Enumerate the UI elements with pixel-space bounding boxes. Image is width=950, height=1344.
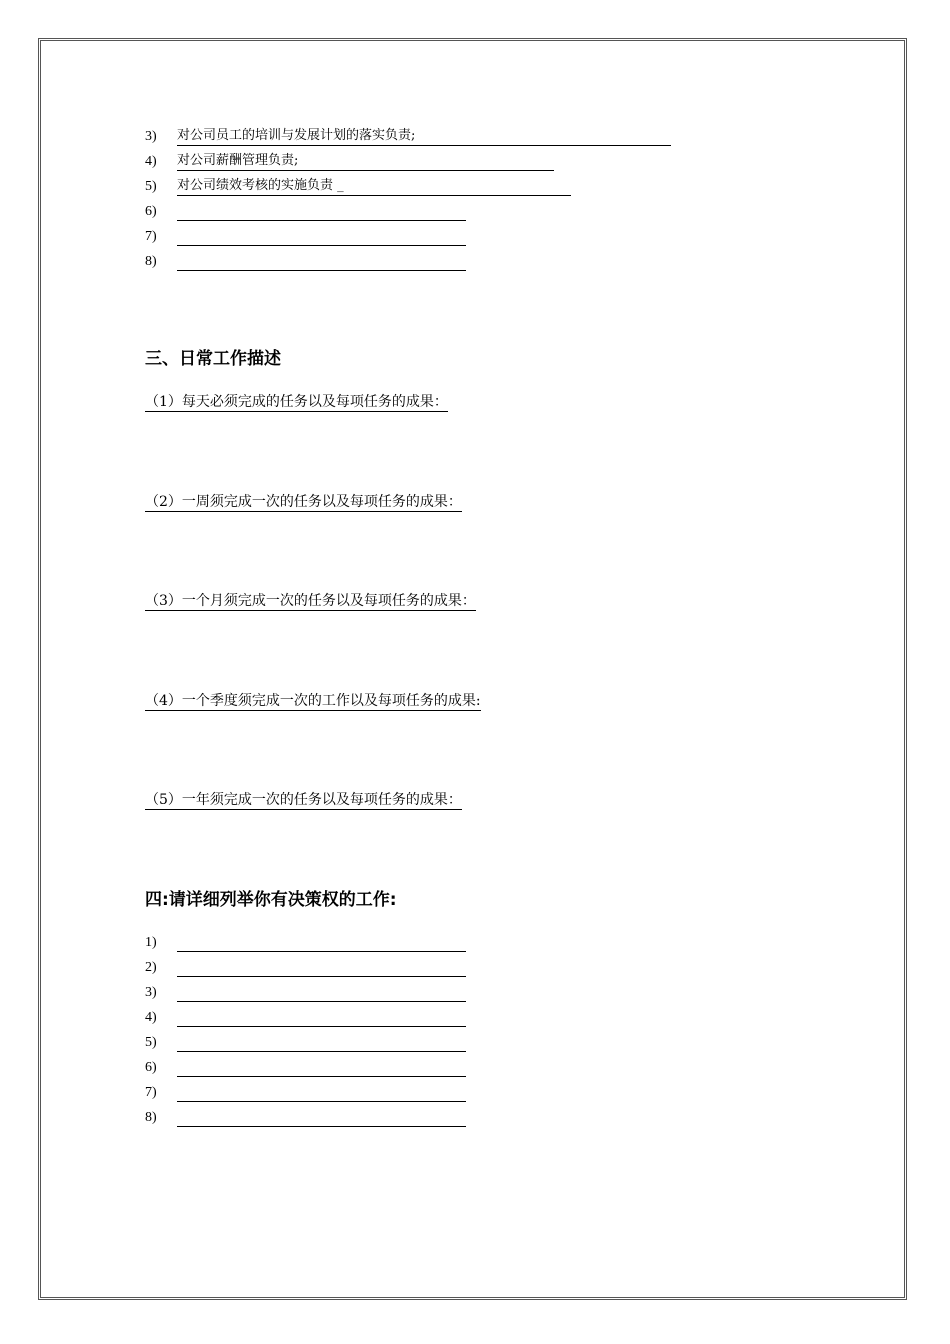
decision-blank-line[interactable] — [177, 1058, 466, 1077]
decision-item — [145, 1033, 745, 1053]
duty-number: 8) — [145, 254, 157, 269]
decision-number: 5) — [145, 1035, 157, 1050]
decision-blank-line[interactable] — [177, 1083, 466, 1102]
weekly-task-prompt: （2）一周须完成一次的任务以及每项任务的成果： — [145, 494, 462, 510]
decision-blank-line[interactable] — [177, 1008, 466, 1027]
duty-item-3 — [145, 127, 745, 147]
decision-blank-line[interactable] — [177, 1108, 466, 1127]
decision-number: 7) — [145, 1085, 157, 1100]
duty-number: 7) — [145, 229, 157, 244]
section-4-title: 四:请详细列举你有决策权的工作: — [145, 890, 397, 910]
duty-text[interactable]: 对公司绩效考核的实施负责 _ — [177, 177, 571, 196]
daily-task-prompt: （1）每天必须完成的任务以及每项任务的成果： — [145, 394, 448, 410]
decision-blank-line[interactable] — [177, 958, 466, 977]
decision-number: 1) — [145, 935, 157, 950]
decision-item — [145, 983, 745, 1003]
duty-number: 4) — [145, 154, 157, 169]
decision-item — [145, 1083, 745, 1103]
decision-number: 4) — [145, 1010, 157, 1025]
decision-item — [145, 1108, 745, 1128]
decision-item — [145, 1058, 745, 1078]
duty-blank-line[interactable] — [177, 202, 466, 221]
duty-item-5 — [145, 177, 745, 197]
decision-number: 6) — [145, 1060, 157, 1075]
decision-number: 2) — [145, 960, 157, 975]
decision-blank-line[interactable] — [177, 983, 466, 1002]
decision-blank-line[interactable] — [177, 933, 466, 952]
duty-text[interactable]: 对公司员工的培训与发展计划的落实负责; — [177, 127, 671, 146]
quarterly-task-prompt: （4）一个季度须完成一次的工作以及每项任务的成果: — [145, 693, 481, 709]
decision-item — [145, 933, 745, 953]
duty-item-8 — [145, 252, 745, 272]
decision-item — [145, 958, 745, 978]
duty-number: 6) — [145, 204, 157, 219]
decision-number: 8) — [145, 1110, 157, 1125]
decision-item — [145, 1008, 745, 1028]
duty-number: 5) — [145, 179, 157, 194]
duty-blank-line[interactable] — [177, 227, 466, 246]
duty-number: 3) — [145, 129, 157, 144]
duty-blank-line[interactable] — [177, 252, 466, 271]
duty-item-6 — [145, 202, 745, 222]
decision-number: 3) — [145, 985, 157, 1000]
yearly-task-prompt: （5）一年须完成一次的任务以及每项任务的成果： — [145, 792, 462, 808]
section-3-title: 三、日常工作描述 — [145, 349, 281, 369]
duty-text[interactable]: 对公司薪酬管理负责; — [177, 152, 554, 171]
monthly-task-prompt: （3）一个月须完成一次的任务以及每项任务的成果： — [145, 593, 476, 609]
duty-item-4 — [145, 152, 745, 172]
duty-item-7 — [145, 227, 745, 247]
decision-blank-line[interactable] — [177, 1033, 466, 1052]
